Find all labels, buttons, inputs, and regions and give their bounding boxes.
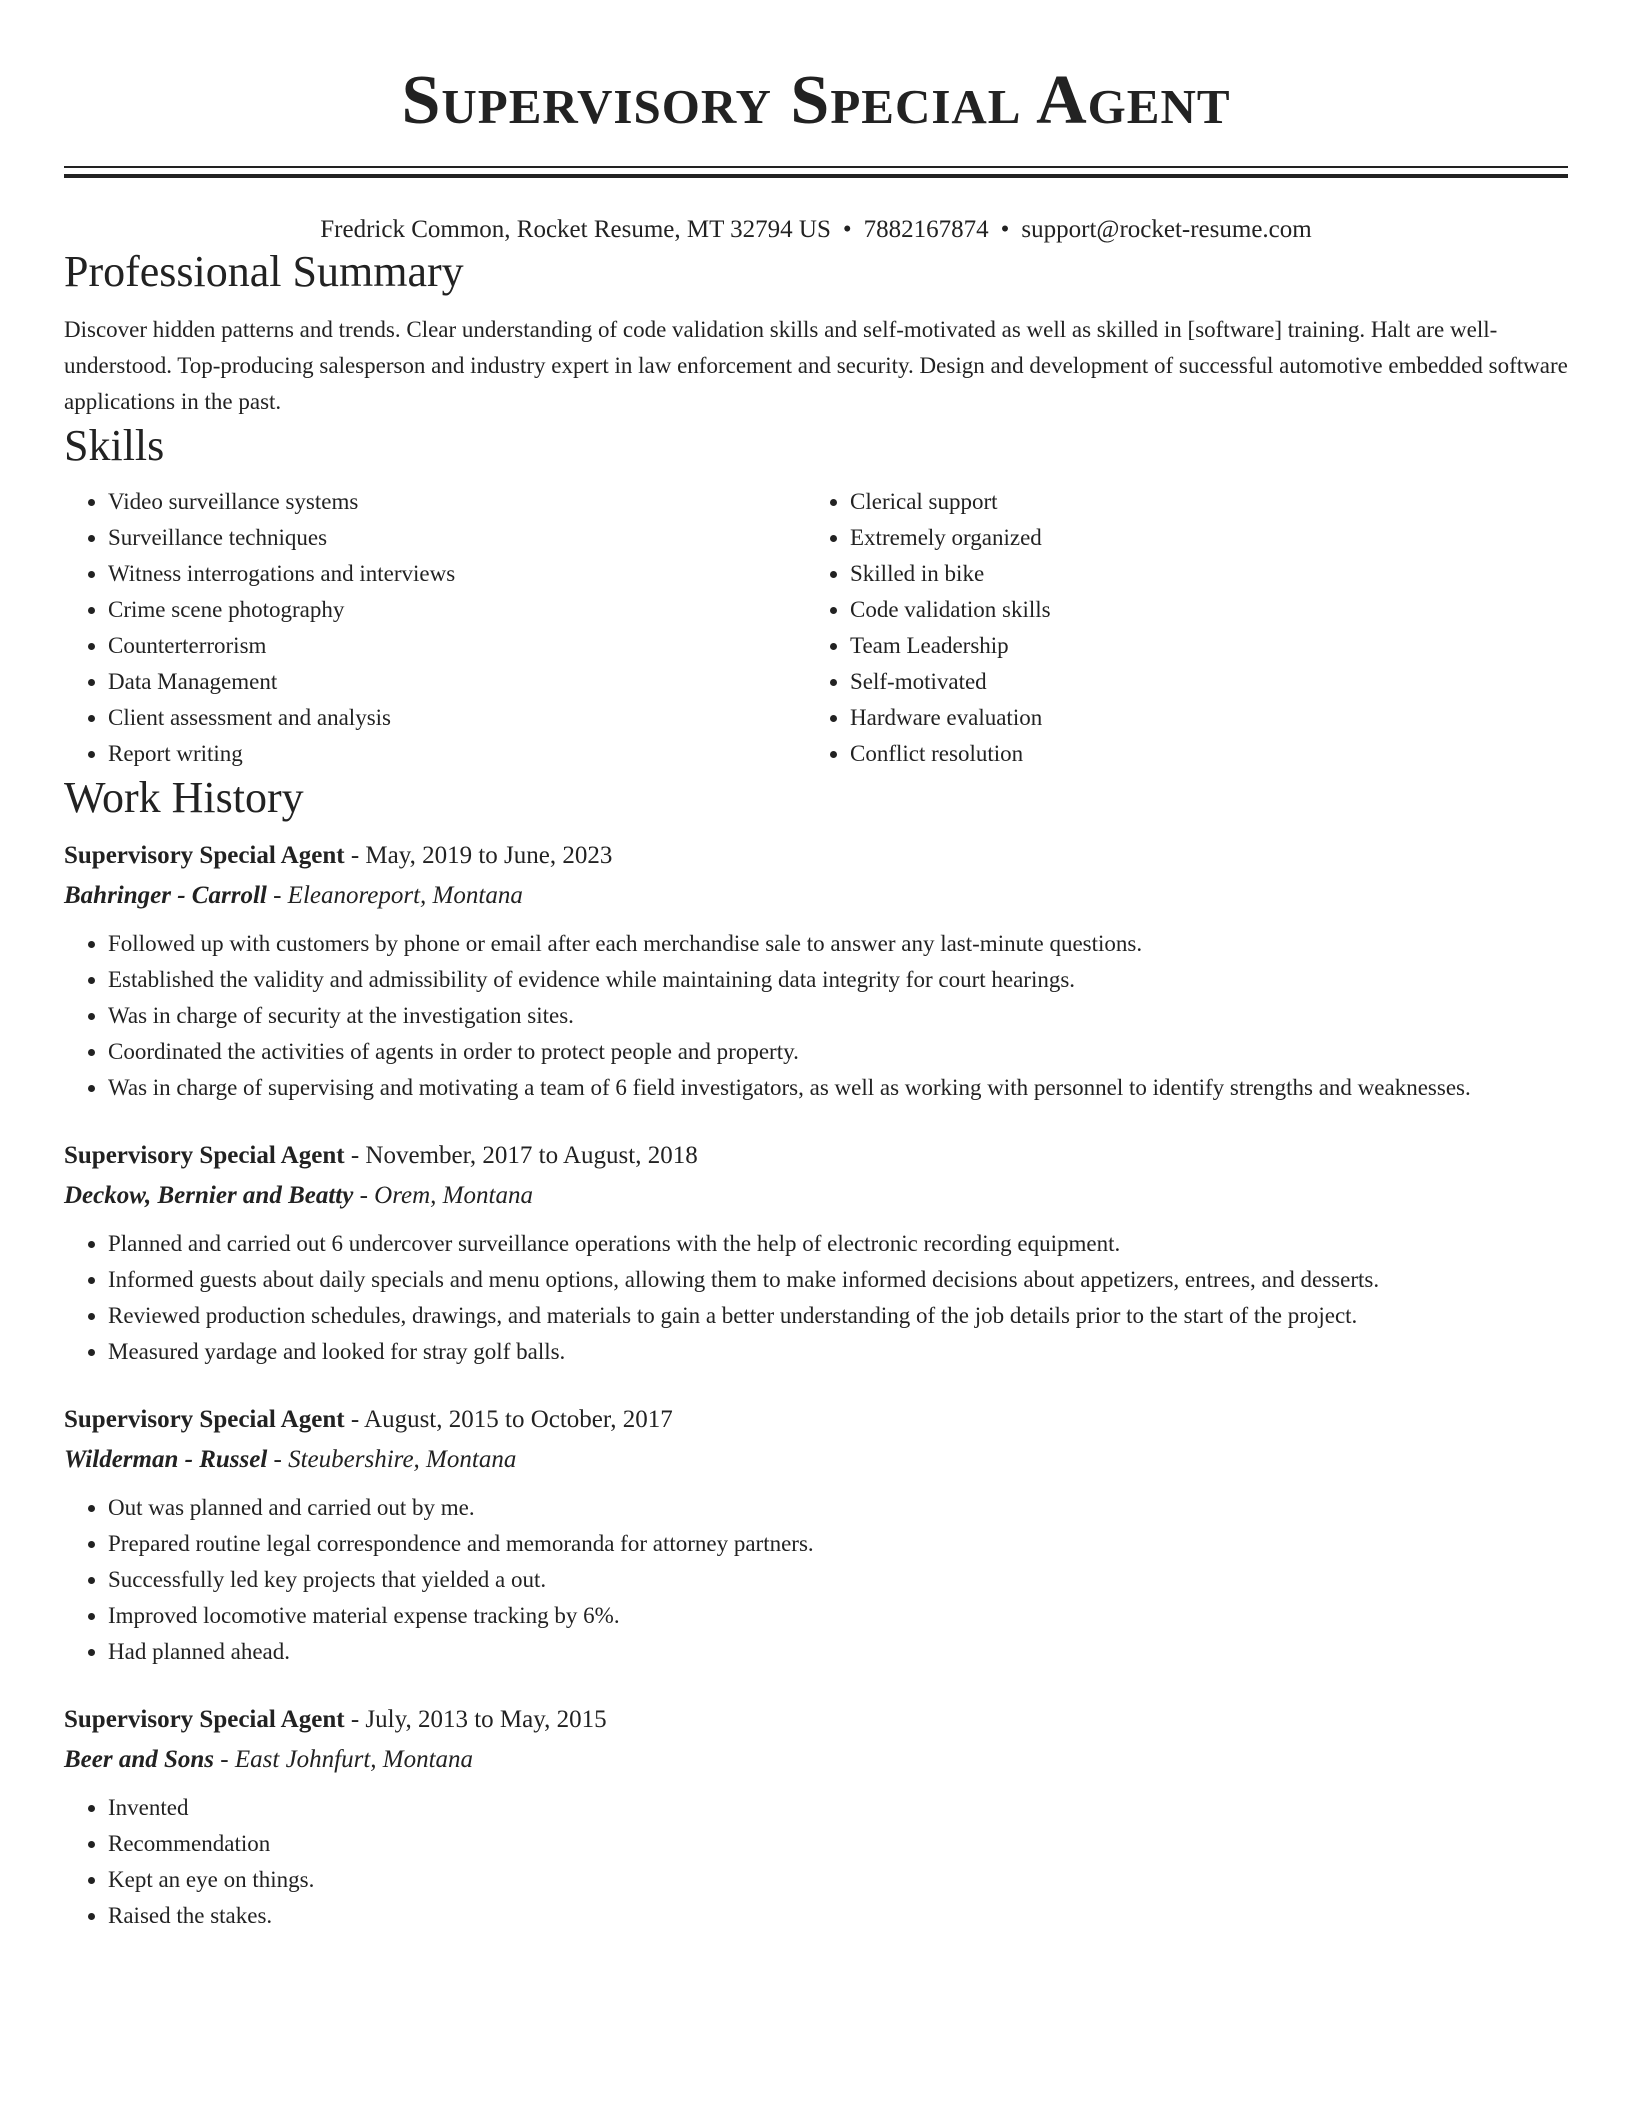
job-location: - Steubershire, Montana	[267, 1446, 517, 1473]
job-entry	[64, 836, 1568, 1106]
job-bullet: • Had planned ahead.	[108, 1634, 1568, 1670]
job-bullets	[64, 926, 1568, 1106]
skill-item: • Code validation skills	[850, 592, 1548, 628]
skill-item: • Video surveillance systems	[108, 484, 806, 520]
job-role: Supervisory Special Agent	[64, 842, 345, 869]
job-location: - East Johnfurt, Montana	[214, 1746, 474, 1773]
skill-item: • Hardware evaluation	[850, 700, 1548, 736]
contact-separator: •	[1000, 216, 1010, 243]
title-rule-bottom	[64, 174, 1568, 178]
job-bullet: • Was in charge of security at the investigation sites.	[108, 998, 1568, 1034]
job-role: Supervisory Special Agent	[64, 1706, 345, 1733]
job-header	[64, 1400, 1568, 1440]
skills-column-right	[806, 484, 1548, 772]
contact-phone: 7882167874	[863, 216, 989, 243]
job-entry	[64, 1136, 1568, 1370]
job-bullet: • Recommendation	[108, 1826, 1568, 1862]
contact-separator: •	[842, 216, 852, 243]
job-entry	[64, 1400, 1568, 1670]
job-bullets	[64, 1790, 1568, 1934]
job-header	[64, 1700, 1568, 1740]
job-company: Bahringer - Carroll	[64, 882, 267, 909]
skills-column-left	[64, 484, 806, 772]
job-dates: - July, 2013 to May, 2015	[344, 1706, 607, 1733]
job-bullet: • Improved locomotive material expense tracking by 6%.	[108, 1598, 1568, 1634]
job-dates: - May, 2019 to June, 2023	[344, 842, 613, 869]
contact-email[interactable]: support@rocket-resume.com	[1021, 216, 1312, 243]
job-bullets	[64, 1226, 1568, 1370]
job-bullet: • Out was planned and carried out by me.	[108, 1490, 1568, 1526]
job-bullet: • Prepared routine legal correspondence and memoranda for attorney partners.	[108, 1526, 1568, 1562]
job-header	[64, 836, 1568, 876]
contact-line	[64, 214, 1568, 246]
job-bullet: • Coordinated the activities of agents in order to protect people and property.	[108, 1034, 1568, 1070]
job-company: Wilderman - Russel	[64, 1446, 268, 1473]
job-entry	[64, 1700, 1568, 1934]
skill-item: • Witness interrogations and interviews	[108, 556, 806, 592]
skill-item: • Counterterrorism	[108, 628, 806, 664]
skill-item: • Clerical support	[850, 484, 1548, 520]
job-company-line	[64, 1440, 1568, 1480]
job-bullet: • Raised the stakes.	[108, 1898, 1568, 1934]
skill-item: • Skilled in bike	[850, 556, 1548, 592]
summary-text: Discover hidden patterns and trends. Clear understanding of code validation skills and self-motivated as well as skilled in [software] training. Halt are well-understood. Top-producing salesperson and industry expert in law enforcement and security. Design and development of successful automotive embedded software applications in the past.	[64, 317, 1568, 414]
job-bullet: • Invented	[108, 1790, 1568, 1826]
job-bullet: • Reviewed production schedules, drawings, and materials to gain a better understanding of the job details prior to the start of the project.	[108, 1298, 1568, 1334]
skill-item: • Extremely organized	[850, 520, 1548, 556]
job-company-line	[64, 876, 1568, 916]
skill-item: • Client assessment and analysis	[108, 700, 806, 736]
page-title: Supervisory Special Agent	[401, 62, 1231, 139]
skill-item: • Crime scene photography	[108, 592, 806, 628]
contact-address: Fredrick Common, Rocket Resume, MT 32794 US	[320, 216, 831, 243]
skill-item: • Self-motivated	[850, 664, 1548, 700]
job-bullet: • Informed guests about daily specials and menu options, allowing them to make informed decisions about appetizers, entrees, and desserts.	[108, 1262, 1568, 1298]
skill-item: • Team Leadership	[850, 628, 1548, 664]
job-company: Beer and Sons	[64, 1746, 215, 1773]
job-bullets	[64, 1490, 1568, 1670]
job-bullet: • Established the validity and admissibility of evidence while maintaining data integrity for court hearings.	[108, 962, 1568, 998]
job-header	[64, 1136, 1568, 1176]
skill-item: • Surveillance techniques	[108, 520, 806, 556]
job-company-line	[64, 1740, 1568, 1780]
summary-heading: Professional Summary	[64, 247, 464, 296]
job-bullet: • Successfully led key projects that yielded a out.	[108, 1562, 1568, 1598]
title-rule-top	[64, 166, 1568, 168]
job-bullet: • Planned and carried out 6 undercover surveillance operations with the help of electronic recording equipment.	[108, 1226, 1568, 1262]
skills-heading: Skills	[64, 421, 165, 470]
job-dates: - August, 2015 to October, 2017	[344, 1406, 673, 1433]
skills-list	[64, 484, 1568, 772]
job-dates: - November, 2017 to August, 2018	[344, 1142, 698, 1169]
job-bullet: • Kept an eye on things.	[108, 1862, 1568, 1898]
job-location: - Orem, Montana	[353, 1182, 533, 1209]
job-bullet: • Followed up with customers by phone or email after each merchandise sale to answer any last-minute questions.	[108, 926, 1568, 962]
job-location: - Eleanoreport, Montana	[266, 882, 523, 909]
skill-item: • Conflict resolution	[850, 736, 1548, 772]
work-history-heading: Work History	[64, 773, 304, 822]
skill-item: • Data Management	[108, 664, 806, 700]
job-bullet: • Measured yardage and looked for stray golf balls.	[108, 1334, 1568, 1370]
job-company: Deckow, Bernier and Beatty	[64, 1182, 354, 1209]
job-company-line	[64, 1176, 1568, 1216]
job-bullet: • Was in charge of supervising and motivating a team of 6 field investigators, as well as working with personnel to identify strengths and weaknesses.	[108, 1070, 1568, 1106]
job-role: Supervisory Special Agent	[64, 1406, 345, 1433]
skill-item: • Report writing	[108, 736, 806, 772]
job-role: Supervisory Special Agent	[64, 1142, 345, 1169]
